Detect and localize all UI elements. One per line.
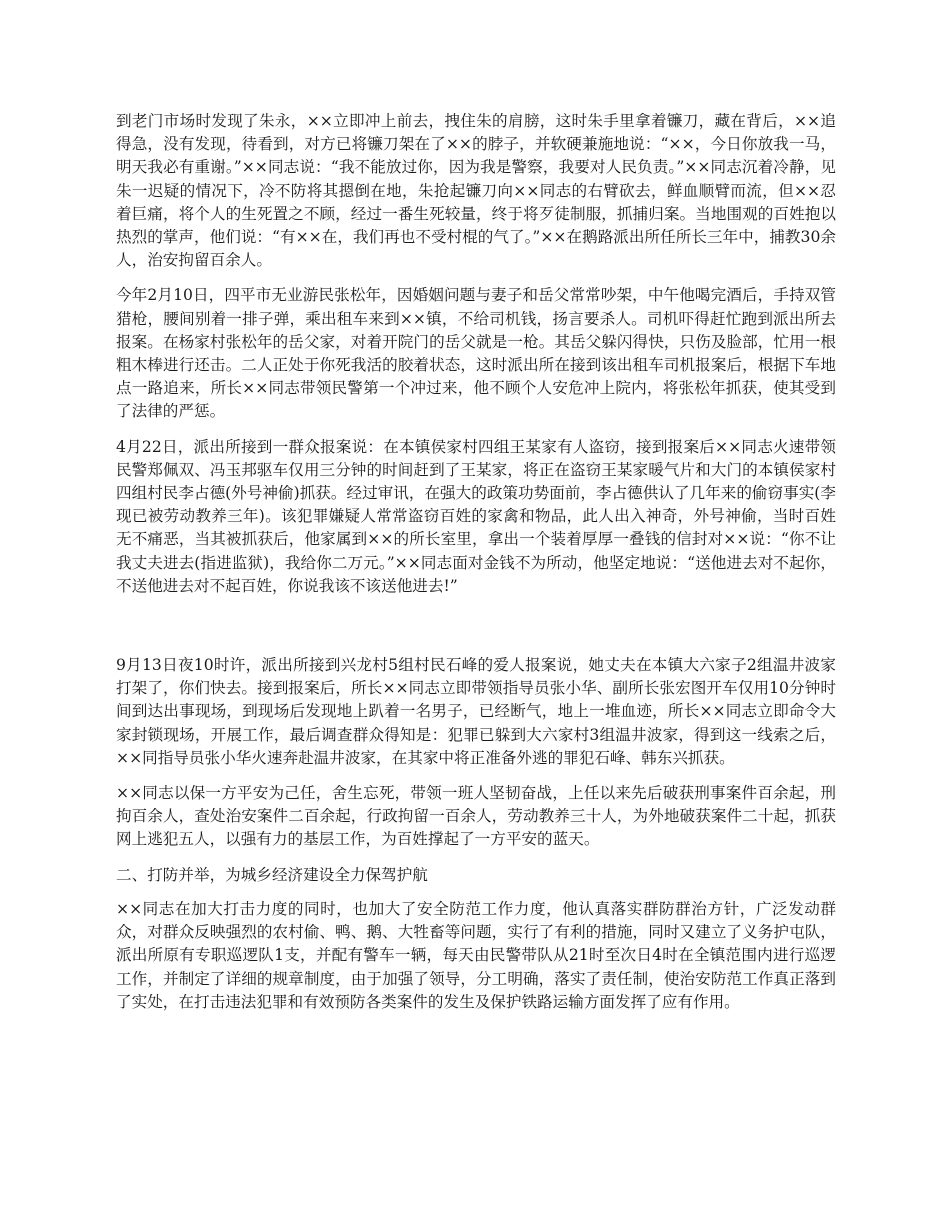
section-heading: 二、打防并举，为城乡经济建设全力保驾护航 (116, 865, 428, 884)
paragraph-spacer (116, 610, 836, 654)
paragraph-feb-10-case: 今年2月10日，四平市无业游民张松年，因婚姻问题与妻子和岳父常常吵架，中午他喝完酒后，手持双管猎枪，腰间别着一排子弹，乘出租车来到××镇，不给司机钱，扬言要杀人。司机吓得赶忙跑到派出所去报案。在杨家村张松年的岳父家，对着开院门的岳父就是一枪。其岳父躲闪得快，只伤及脸部，忙用一根粗木棒进行还击。二人正处于你死我活的胶着状态，这时派出所在接到该出租车司机报案后，根据下车地点一路追来，所长××同志带领民警第一个冲过来，他不顾个人安危冲上院内，将张松年抓获，使其受到了法律的严惩。 (116, 286, 836, 421)
paragraph-market-arrest: 到老门市场时发现了朱永，××立即冲上前去，拽住朱的肩膀，这时朱手里拿着镰刀，藏在背后，××追得急，没有发现，待看到，对方已将镰刀架在了××的脖子，并软硬兼施地说：“××，今日你放我一马，明天我必有重谢。”××同志说：“我不能放过你，因为我是警察，我要对人民负责。”××同志沉着冷静，见朱一迟疑的情况下，冷不防将其摁倒在地，朱抢起镰刀向××同志的右臂砍去，鲜血顺臂而流，但××忍着巨痛，将个人的生死置之不顾，经过一番生死较量，终于将歹徒制服，抓捕归案。当地围观的百姓抱以热烈的掌声，他们说：“有××在，我们再也不受村棍的气了。”××在鹅路派出所任所长三年中，捕教30余人，治安拘留百余人。 (116, 112, 836, 270)
paragraph-apr-22-case: 4月22日，派出所接到一群众报案说：在本镇侯家村四组王某家有人盗窃，接到报案后××同志火速带领民警郑佩双、冯玉邦驱车仅用三分钟的时间赶到了王某家，将正在盗窃王某家暖气片和大门的本镇侯家村四组村民李占德(外号神偷)抓获。经过审讯，在强大的政策功势面前，李占德供认了几年来的偷窃事实(李现已被劳动教养三年)。该犯罪嫌疑人常常盗窃百姓的家禽和物品，此人出入神奇，外号神偷，当时百姓无不痛恶，当其被抓获后，他家属到××的所长室里，拿出一个装着厚厚一叠钱的信封对××说：“你不让我丈夫进去(指进监狱)，我给你二万元。”××同志面对金钱不为所动，他坚定地说：“送他进去对不起你，不送他进去对不起百姓，你说我该不该送他进去!” (116, 437, 836, 595)
paragraph-achievements: ××同志以保一方平安为己任，舍生忘死，带领一班人坚韧奋战，上任以来先后破获刑事案件百余起，刑拘百余人，查处治安案件二百余起，行政拘留一百余人，劳动教养三十人，为外地破获案件二十起，抓获网上逃犯五人，以强有力的基层工作，为百姓撑起了一方平安的蓝天。 (116, 784, 836, 849)
paragraph-prevention: ××同志在加大打击力度的同时，也加大了安全防范工作力度，他认真落实群防群治方针，广泛发动群众，对群众反映强烈的农村偷、鸭、鹅、大牲畜等问题，实行了有利的措施，同时又建立了义务护屯队，派出所原有专职巡逻队1支，并配有警车一辆，每天由民警带队从21时至次日4时在全镇范围内进行巡逻工作，并制定了详细的规章制度，由于加强了领导，分工明确，落实了责任制，使治安防范工作真正落到了实处，在打击违法犯罪和有效预防各类案件的发生及保护铁路运输方面发挥了应有作用。 (116, 899, 836, 1011)
document-body (116, 110, 836, 1026)
paragraph-sep-13-case: 9月13日夜10时许，派出所接到兴龙村5组村民石峰的爱人报案说，她丈夫在本镇大六家子2组温井波家打架了，你们快去。接到报案后，所长××同志立即带领指导员张小华、副所长张宏图开车仅用10分钟时间到达出事现场，到现场后发现地上趴着一名男子，已经断气，地上一堆血迹，所长××同志立即命令大家封锁现场，开展工作，最后调查群众得知是：犯罪已躲到大六家村3组温井波家，得到这一线索之后，××同指导员张小华火速奔赴温井波家，在其家中将正准备外逃的罪犯石峰、韩东兴抓获。 (116, 656, 836, 767)
